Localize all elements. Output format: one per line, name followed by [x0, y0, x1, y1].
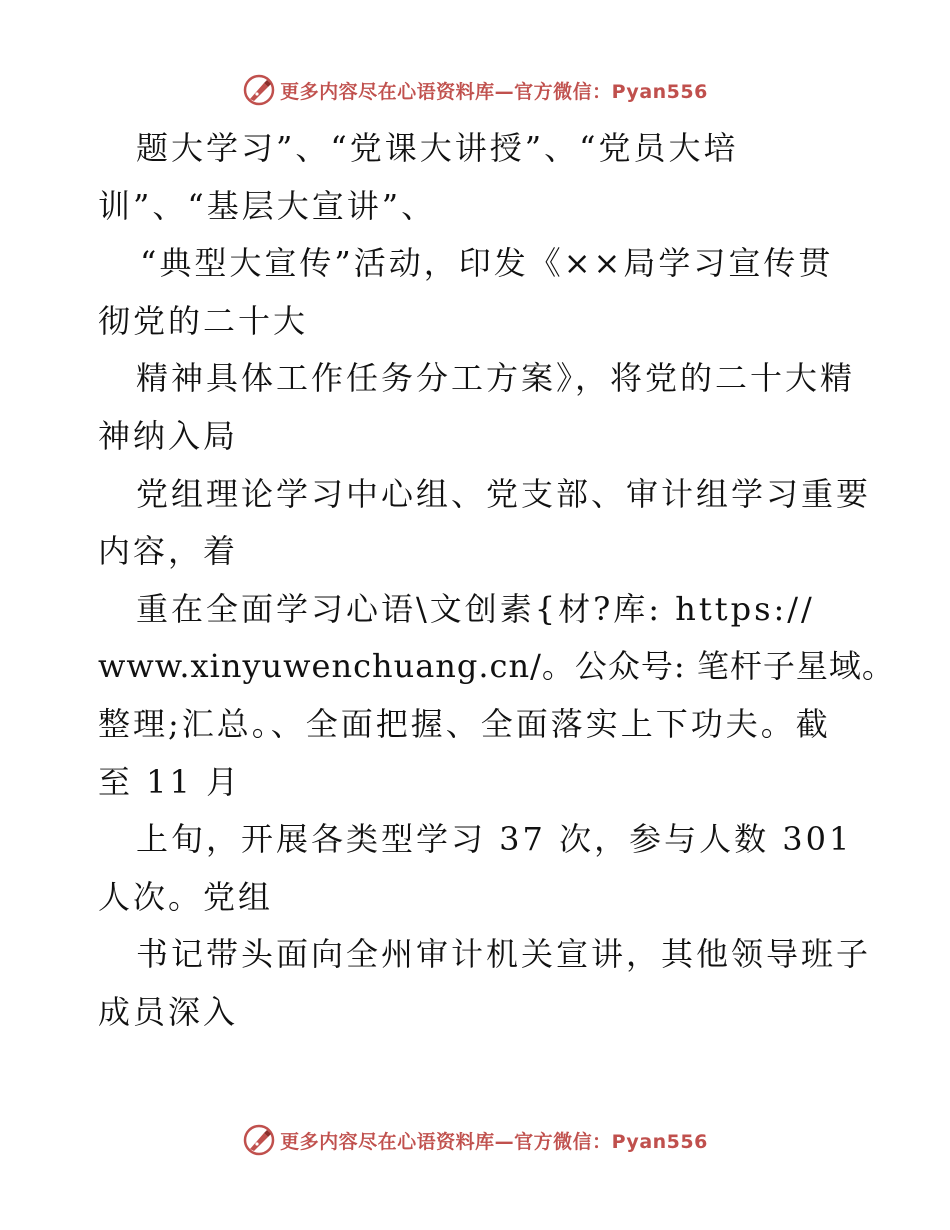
text-line: 题大学习”、“党课大讲授”、“党员大培 — [136, 129, 739, 167]
document-body — [98, 120, 895, 1042]
pen-nib-logo-icon — [242, 1123, 276, 1157]
text-line: 至 11 月 — [98, 762, 242, 801]
header-banner — [0, 70, 950, 110]
footer-banner-text: 更多内容尽在心语资料库—官方微信：Pyan556 — [280, 1130, 708, 1153]
text-line: 成员深入 — [98, 992, 239, 1031]
text-line: 训”、“基层大宣讲”、 — [98, 186, 437, 225]
text-line: www.xinyuwenchuang.cn/。公众号: 笔杆子星域。 — [98, 647, 895, 686]
text-line: 内容，着 — [98, 532, 239, 571]
text-line: 党组理论学习中心组、党支部、审计组学习重要 — [136, 474, 872, 513]
text-line: 整理;汇总。、全面把握、全面落实上下功夫。截 — [98, 704, 831, 743]
text-line: 重在全面学习心语\文创素{材?库: https:// — [136, 589, 815, 628]
text-line: 神纳入局 — [98, 416, 239, 455]
text-line: 书记带头面向全州审计机关宣讲，其他领导班子 — [136, 935, 872, 974]
text-line: “典型大宣传”活动，印发《××局学习宣传贯 — [140, 244, 834, 283]
text-line: 上旬，开展各类型学习 37 次，参与人数 301 — [136, 820, 853, 859]
pen-nib-logo-icon — [242, 73, 276, 107]
text-line: 精神具体工作任务分工方案》，将党的二十大精 — [136, 359, 856, 398]
text-line: 人次。党组 — [98, 877, 274, 916]
text-line: 彻党的二十大 — [98, 301, 309, 340]
header-banner-text: 更多内容尽在心语资料库—官方微信：Pyan556 — [280, 80, 708, 103]
footer-banner — [0, 1120, 950, 1160]
